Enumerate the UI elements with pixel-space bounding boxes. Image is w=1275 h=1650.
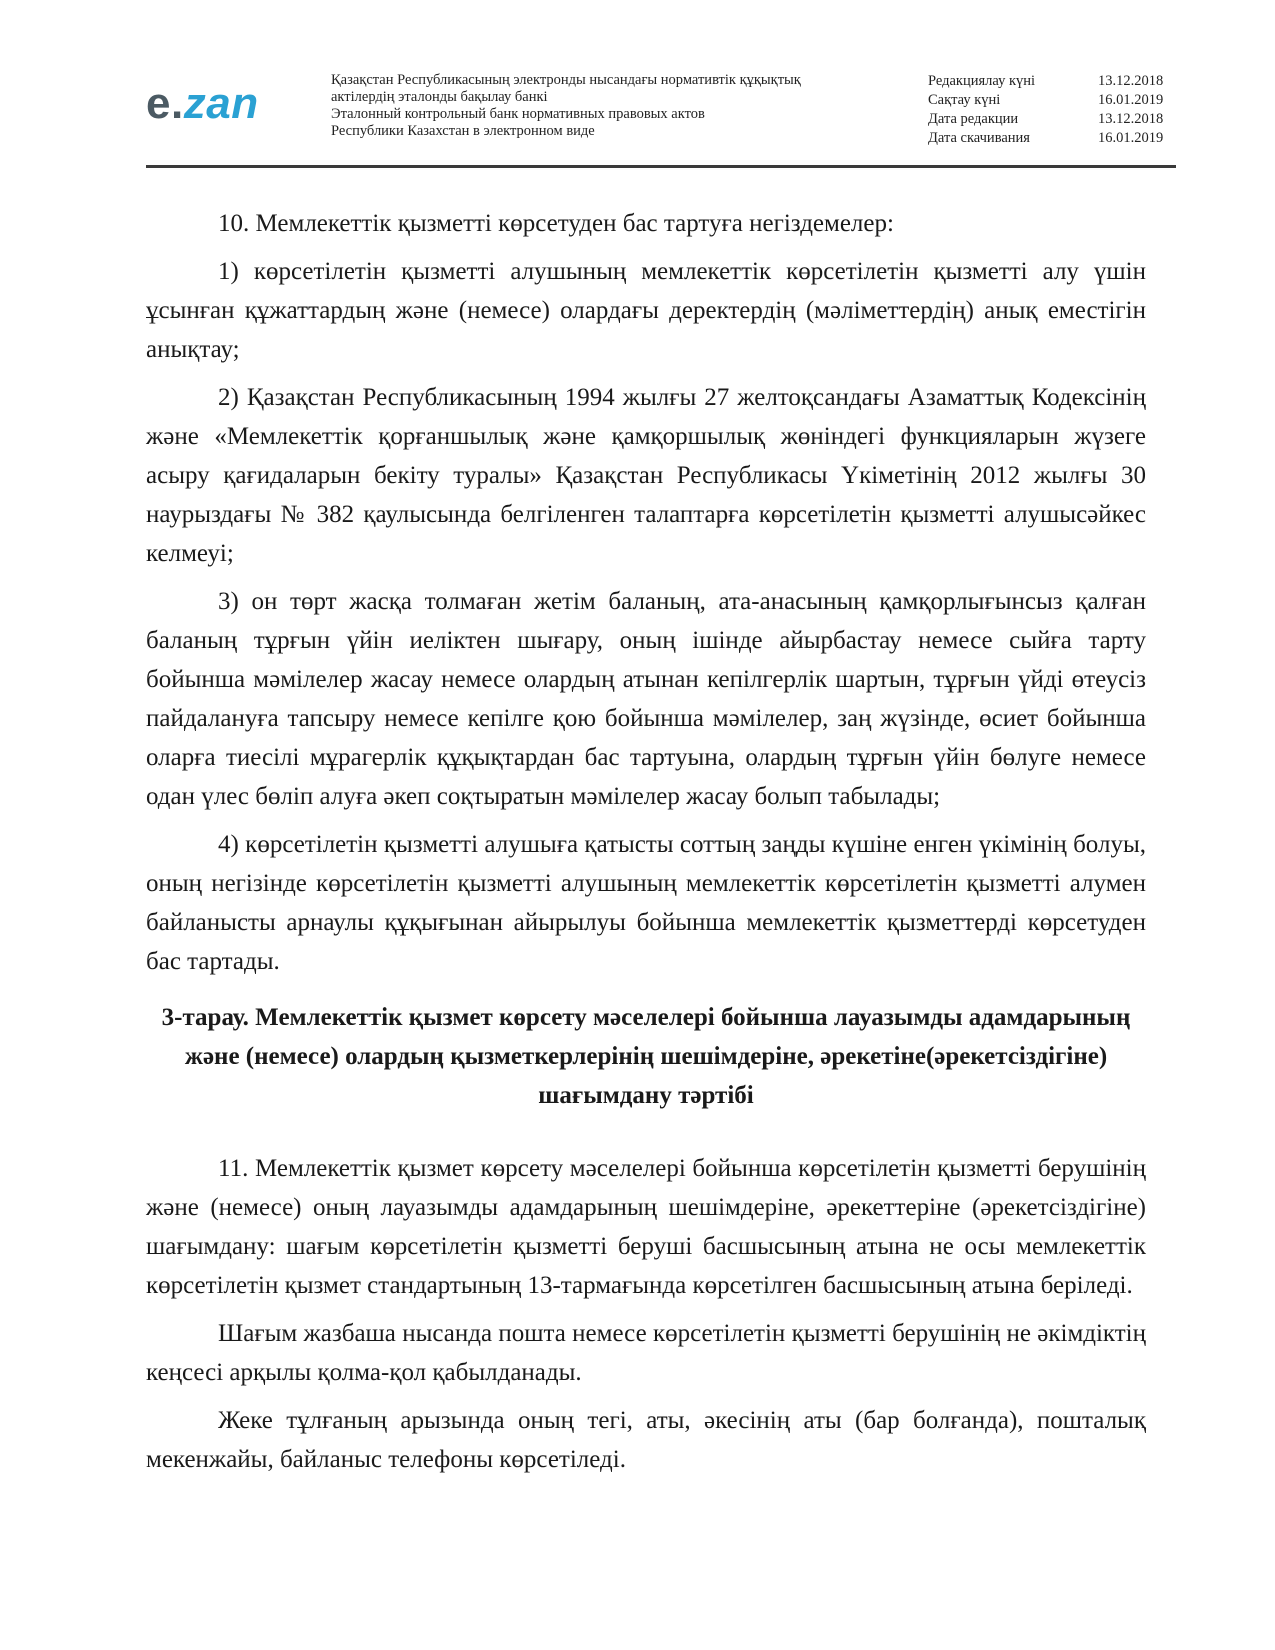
header-divider bbox=[146, 165, 1176, 168]
document-header bbox=[146, 68, 1176, 166]
bank-title bbox=[331, 72, 891, 140]
paragraph: 10. Мемлекеттік қызметті көрсетуден бас тартуға негіздемелер: bbox=[218, 210, 894, 237]
logo-suffix: zan bbox=[183, 79, 259, 128]
paragraph: 2) Қазақстан Республикасының 1994 жылғы 27 желтоқсандағы Азаматтық Кодексінің және «Мемлекеттік қорғаншылық және қамқоршылық жөніндегі функцияларын жүзеге асыру қағидаларын бекіту туралы» Қазақстан Республикасы Үкіметінің 2012 жылғы 30 наурыздағы № 382 қаулысында белгіленген талаптарға көрсетілетін қызметті алушысәйкес келмеуі; bbox=[146, 384, 1146, 567]
meta-row bbox=[928, 72, 1178, 91]
logo-prefix: e bbox=[146, 79, 171, 128]
bank-title-line: Қазақстан Республикасының электронды нысандағы нормативтік құқықтық bbox=[331, 72, 801, 88]
meta-value: 13.12.2018 bbox=[1098, 111, 1164, 127]
meta-value: 13.12.2018 bbox=[1098, 73, 1164, 89]
document-dates bbox=[928, 72, 1178, 148]
meta-row bbox=[928, 129, 1178, 148]
meta-label: Сақтау күні bbox=[928, 92, 1001, 108]
paragraph: Шағым жазбаша нысанда пошта немесе көрсетілетін қызметті берушінің не әкімдіктің кеңсесі арқылы қолма-қол қабылданады. bbox=[146, 1320, 1146, 1386]
meta-value: 16.01.2019 bbox=[1098, 130, 1164, 146]
meta-label: Редакциялау күні bbox=[928, 73, 1036, 89]
meta-label: Дата скачивания bbox=[928, 130, 1030, 146]
meta-row bbox=[928, 91, 1178, 110]
paragraph: 4) көрсетілетін қызметті алушыға қатысты соттың заңды күшіне енген үкімінің болуы, оның негізінде көрсетілетін қызметті алушының мемлекеттік көрсетілетін қызметті алумен байланысты арнаулы құқығынан айырылуы бойынша мемлекеттік қызметтерді көрсетуден бас тартады. bbox=[146, 831, 1146, 975]
document-body bbox=[146, 204, 1146, 1488]
meta-label: Дата редакции bbox=[928, 111, 1019, 127]
logo-dot: . bbox=[170, 79, 184, 128]
meta-row bbox=[928, 110, 1178, 129]
paragraph: 11. Мемлекеттік қызмет көрсету мәселелері бойынша көрсетілетін қызметті берушінің және (немесе) оның лауазымды адамдарының шешімдеріне, әрекеттеріне (әрекетсіздігіне) шағымдану: шағым көрсетілетін қызметті беруші басшысының атына не осы мемлекеттік көрсетілетін қызмет стандартының 13-тармағында көрсетілген басшысының атына беріледі. bbox=[146, 1155, 1146, 1299]
bank-title-line: Республики Казахстан в электронном виде bbox=[331, 123, 595, 139]
bank-title-line: Эталонный контрольный банк нормативных правовых актов bbox=[331, 106, 705, 122]
chapter-heading: 3-тарау. Мемлекеттік қызмет көрсету мәселелері бойынша лауазымды адамдарының және (немесе) олардың қызметкерлерінің шешімдеріне, әрекетіне(әрекетсіздігіне) шағымдану тәртібі bbox=[161, 1004, 1131, 1109]
paragraph: 3) он төрт жасқа толмаған жетім баланың, ата-анасының қамқорлығынсыз қалған баланың тұрғын үйін иеліктен шығару, оның ішінде айырбастау немесе сыйға тарту бойынша мәмілелер жасау немесе олардың атынан кепілгерлік шартын, тұрғын үйді өтеусіз пайдалануға тапсыру немесе кепілге қою бойынша мәмілелер, заң жүзінде, өсиет бойынша оларға тиесілі мұрагерлік құқықтардан бас тартуына, олардың тұрғын үйін бөлуге немесе одан үлес бөліп алуға әкеп соқтыратын мәмілелер жасау болып табылады; bbox=[146, 588, 1146, 810]
paragraph: Жеке тұлғаның арызында оның тегі, аты, әкесінің аты (бар болғанда), пошталық мекенжайы, байланыс телефоны көрсетіледі. bbox=[146, 1407, 1146, 1473]
ezan-logo bbox=[146, 79, 259, 128]
meta-value: 16.01.2019 bbox=[1098, 92, 1164, 108]
paragraph: 1) көрсетілетін қызметті алушының мемлекеттік көрсетілетін қызметті алу үшін ұсынған құжаттардың және (немесе) олардағы деректердің (мәліметтердің) анық еместігін анықтау; bbox=[146, 258, 1146, 363]
bank-title-line: актілердің эталонды бақылау банкі bbox=[331, 89, 548, 105]
